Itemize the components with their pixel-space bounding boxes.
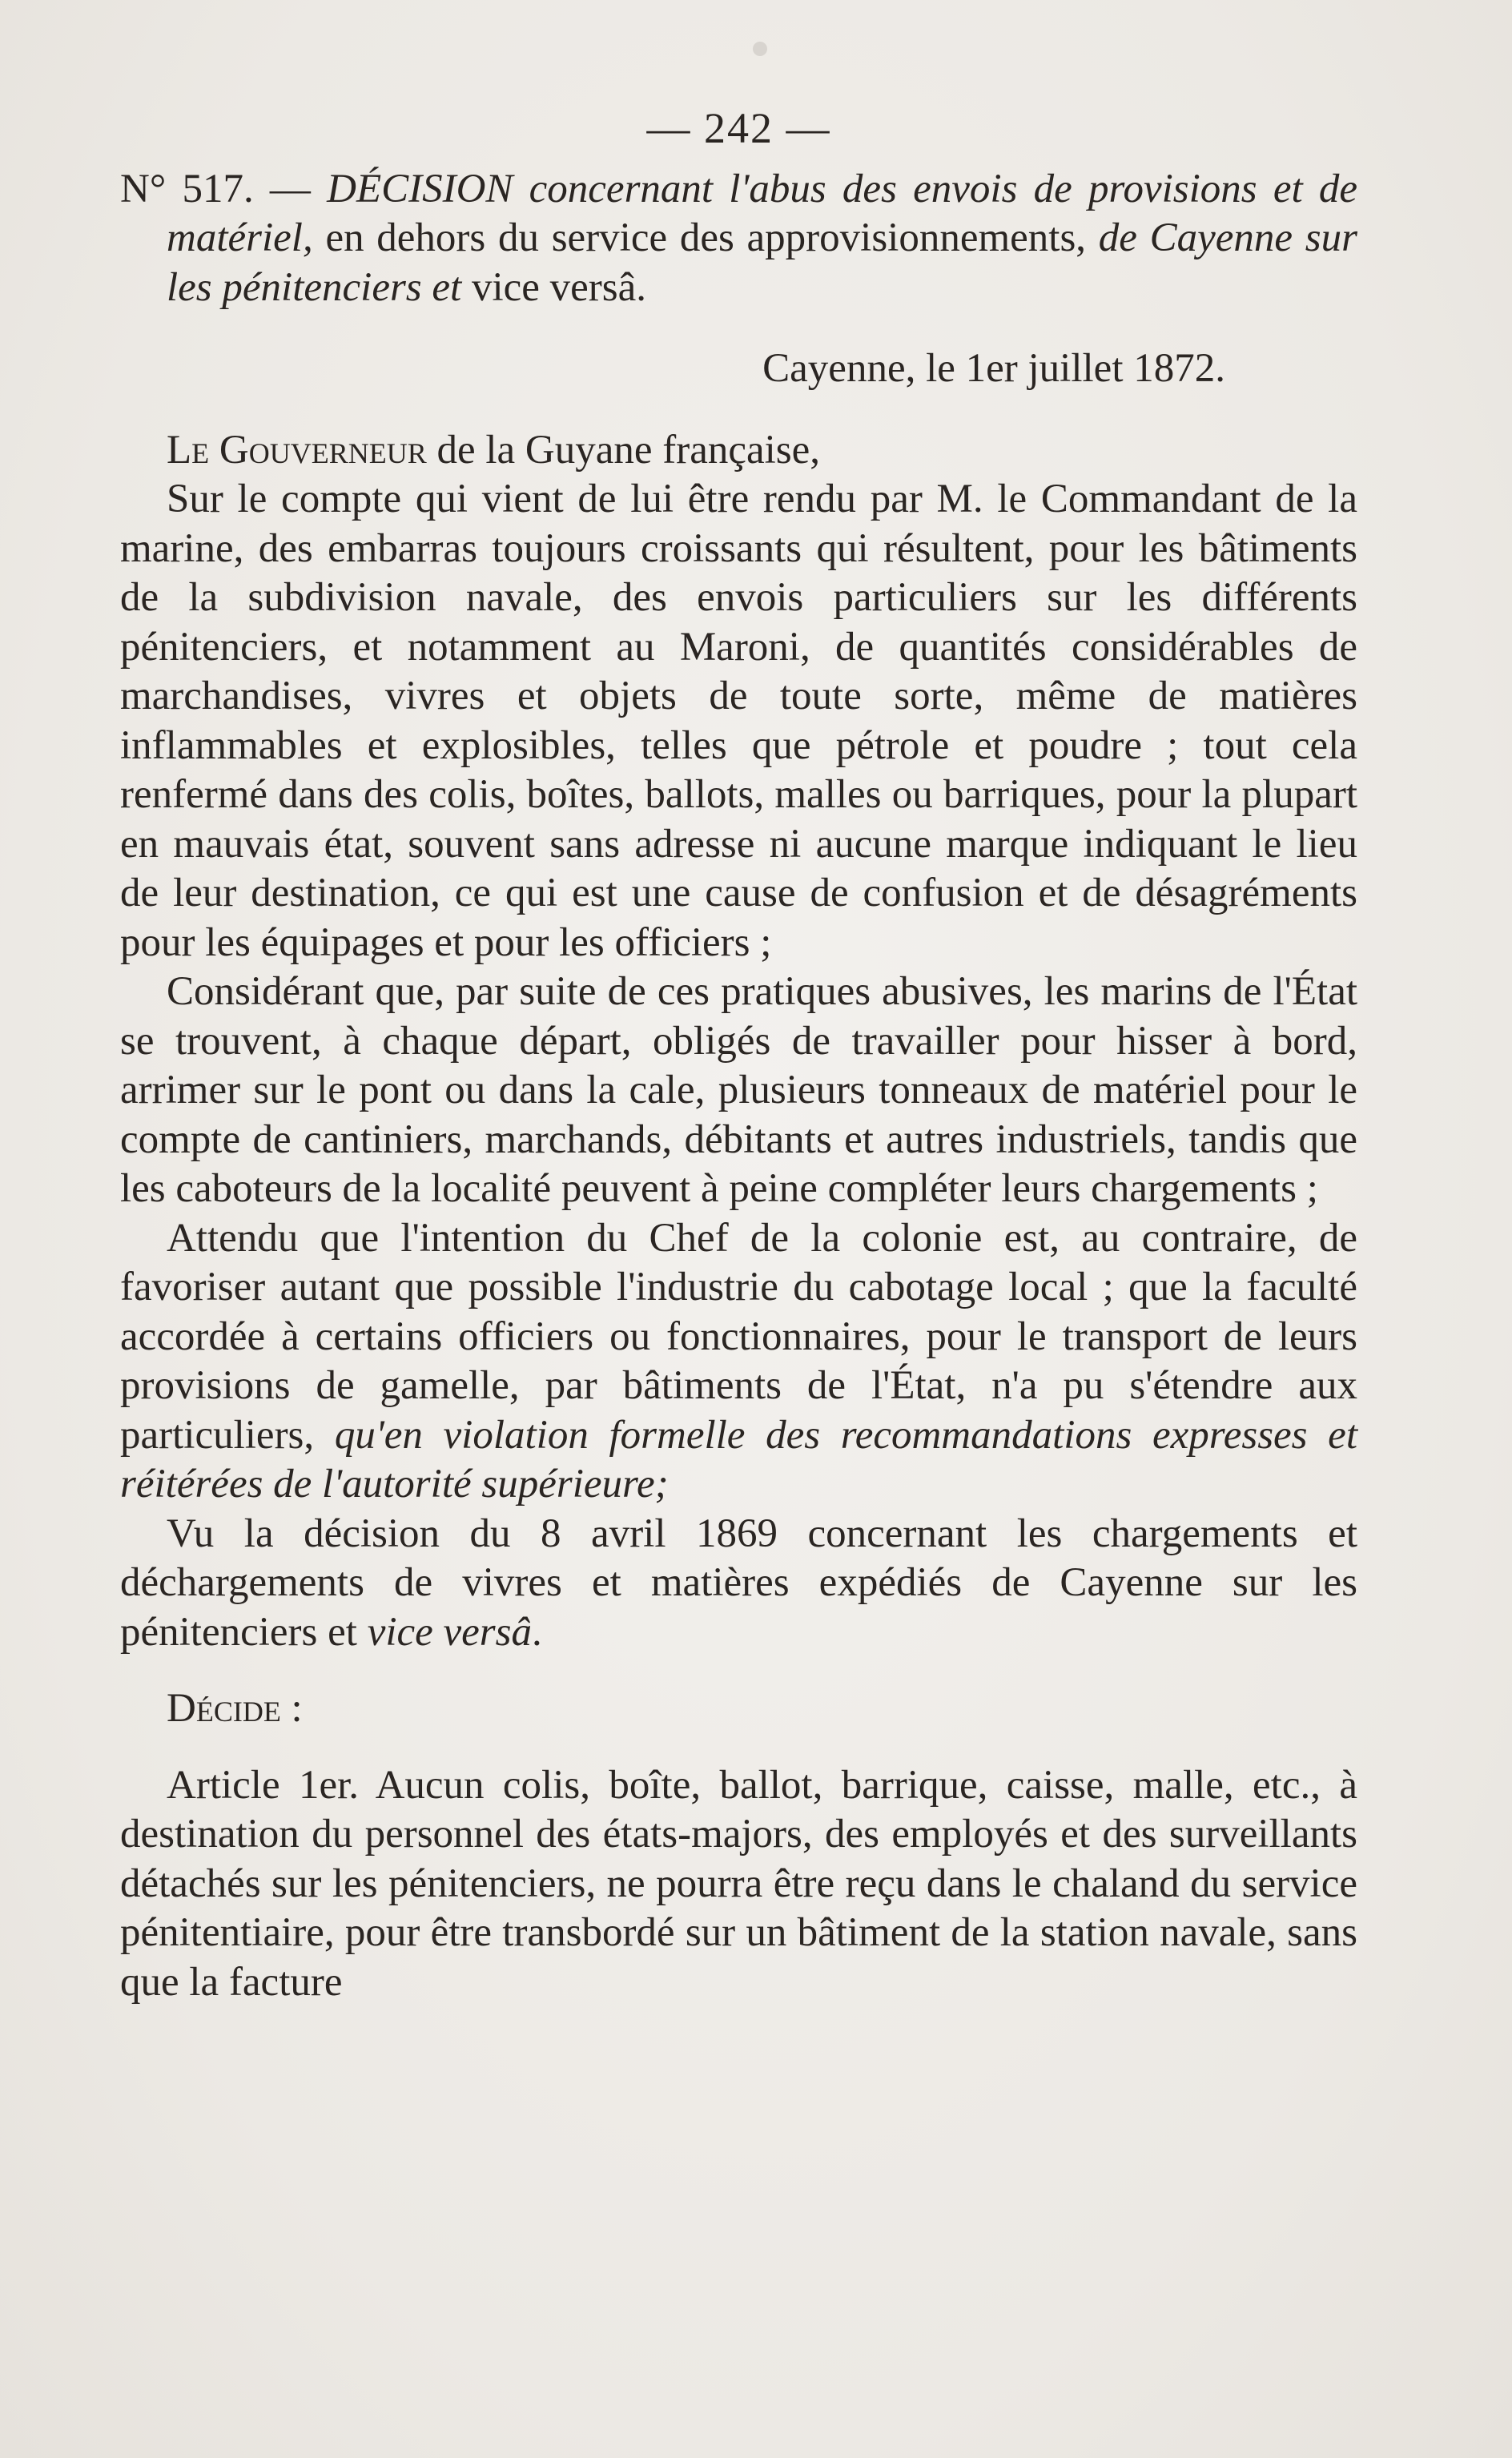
paragraph-attendu-italic: qu'en violation formelle des recommandations expresses et réitérées de l'autorité supérieure; — [120, 1412, 1357, 1507]
decision-title-roman: en dehors du service des approvisionnements, — [312, 215, 1087, 260]
paragraph-vu-text: Vu la décision du 8 avril 1869 concernant les chargements et déchargements de vivres et matières expédiés de Cayenne sur les pénitenciers et — [120, 1511, 1357, 1655]
dateline: Cayenne, le 1er juillet 1872. — [762, 346, 1225, 391]
paragraph-vu-end: . — [532, 1609, 542, 1655]
paragraph-attendu — [120, 1214, 1357, 1510]
paragraph-considerant: Considérant que, par suite de ces pratiques abusives, les marins de l'État se trouvent, à chaque départ, obligés de travailler pour hisser à bord, arrimer sur le pont ou dans la cale, plusieurs tonneaux de matériel pour le compte de cantiniers, marchands, débitants et autres industriels, tandis que les caboteurs de la localité peuvent à peine compléter leurs chargements ; — [120, 969, 1357, 1211]
document-body — [120, 104, 1357, 2007]
decision-number: N° 517. — — [120, 166, 328, 211]
paragraph-vu-italic: vice versâ — [367, 1609, 532, 1655]
salutation-rest: de la Guyane française, — [426, 427, 821, 473]
decision-title-italic: DÉCISION concernant l'abus des envois de provisions et de matériel, — [167, 166, 1357, 260]
paragraph-article-1: Article 1er. Aucun colis, boîte, ballot, barrique, caisse, malle, etc., à destination du personnel des états-majors, des employés et des surveillants détachés sur les pénitenciers, ne pourra être reçu dans le chaland du service pénitentiaire, pour être transbordé sur un bâtiment de la station navale, sans que la facture — [120, 1762, 1357, 2005]
paper-blemish — [753, 42, 767, 56]
decision-heading — [120, 165, 1357, 313]
decision-title-italic-2: de Cayenne sur les pénitenciers et — [167, 215, 1357, 310]
paragraph-vu — [120, 1510, 1357, 1658]
paragraph-attendu-text: Attendu que l'intention du Chef de la colonie est, au contraire, de favoriser autant que possible l'industrie du cabotage local ; que la faculté accordée à certains officiers ou fonctionnaires, pour le transport de leurs provisions de gamelle, par bâtiments de l'État, n'a pu s'étendre aux particuliers, — [120, 1215, 1357, 1458]
decide-heading: Décide : — [167, 1686, 303, 1731]
salutation-title: Le Gouverneur — [167, 427, 427, 473]
page-number: — 242 — — [646, 104, 831, 152]
paragraph-sur-le-compte: Sur le compte qui vient de lui être rendu par M. le Commandant de la marine, des embarras toujours croissants qui résultent, pour les bâtiments de la subdivision navale, des envois particuliers sur les différents pénitenciers, et notamment au Maroni, de quantités considérables de marchandises, vivres et objets de toute sorte, même de matières inflammables et explosibles, telles que pétrole et poudre ; tout cela renfermé dans des colis, boîtes, ballots, malles ou barriques, pour la plupart en mauvais état, souvent sans adresse ni aucune marque indiquant le lieu de leur destination, ce qui est une cause de confusion et de désagréments pour les équipages et pour les officiers ; — [120, 477, 1357, 965]
salutation — [120, 426, 1357, 476]
decision-title-end: vice versâ. — [461, 264, 647, 310]
